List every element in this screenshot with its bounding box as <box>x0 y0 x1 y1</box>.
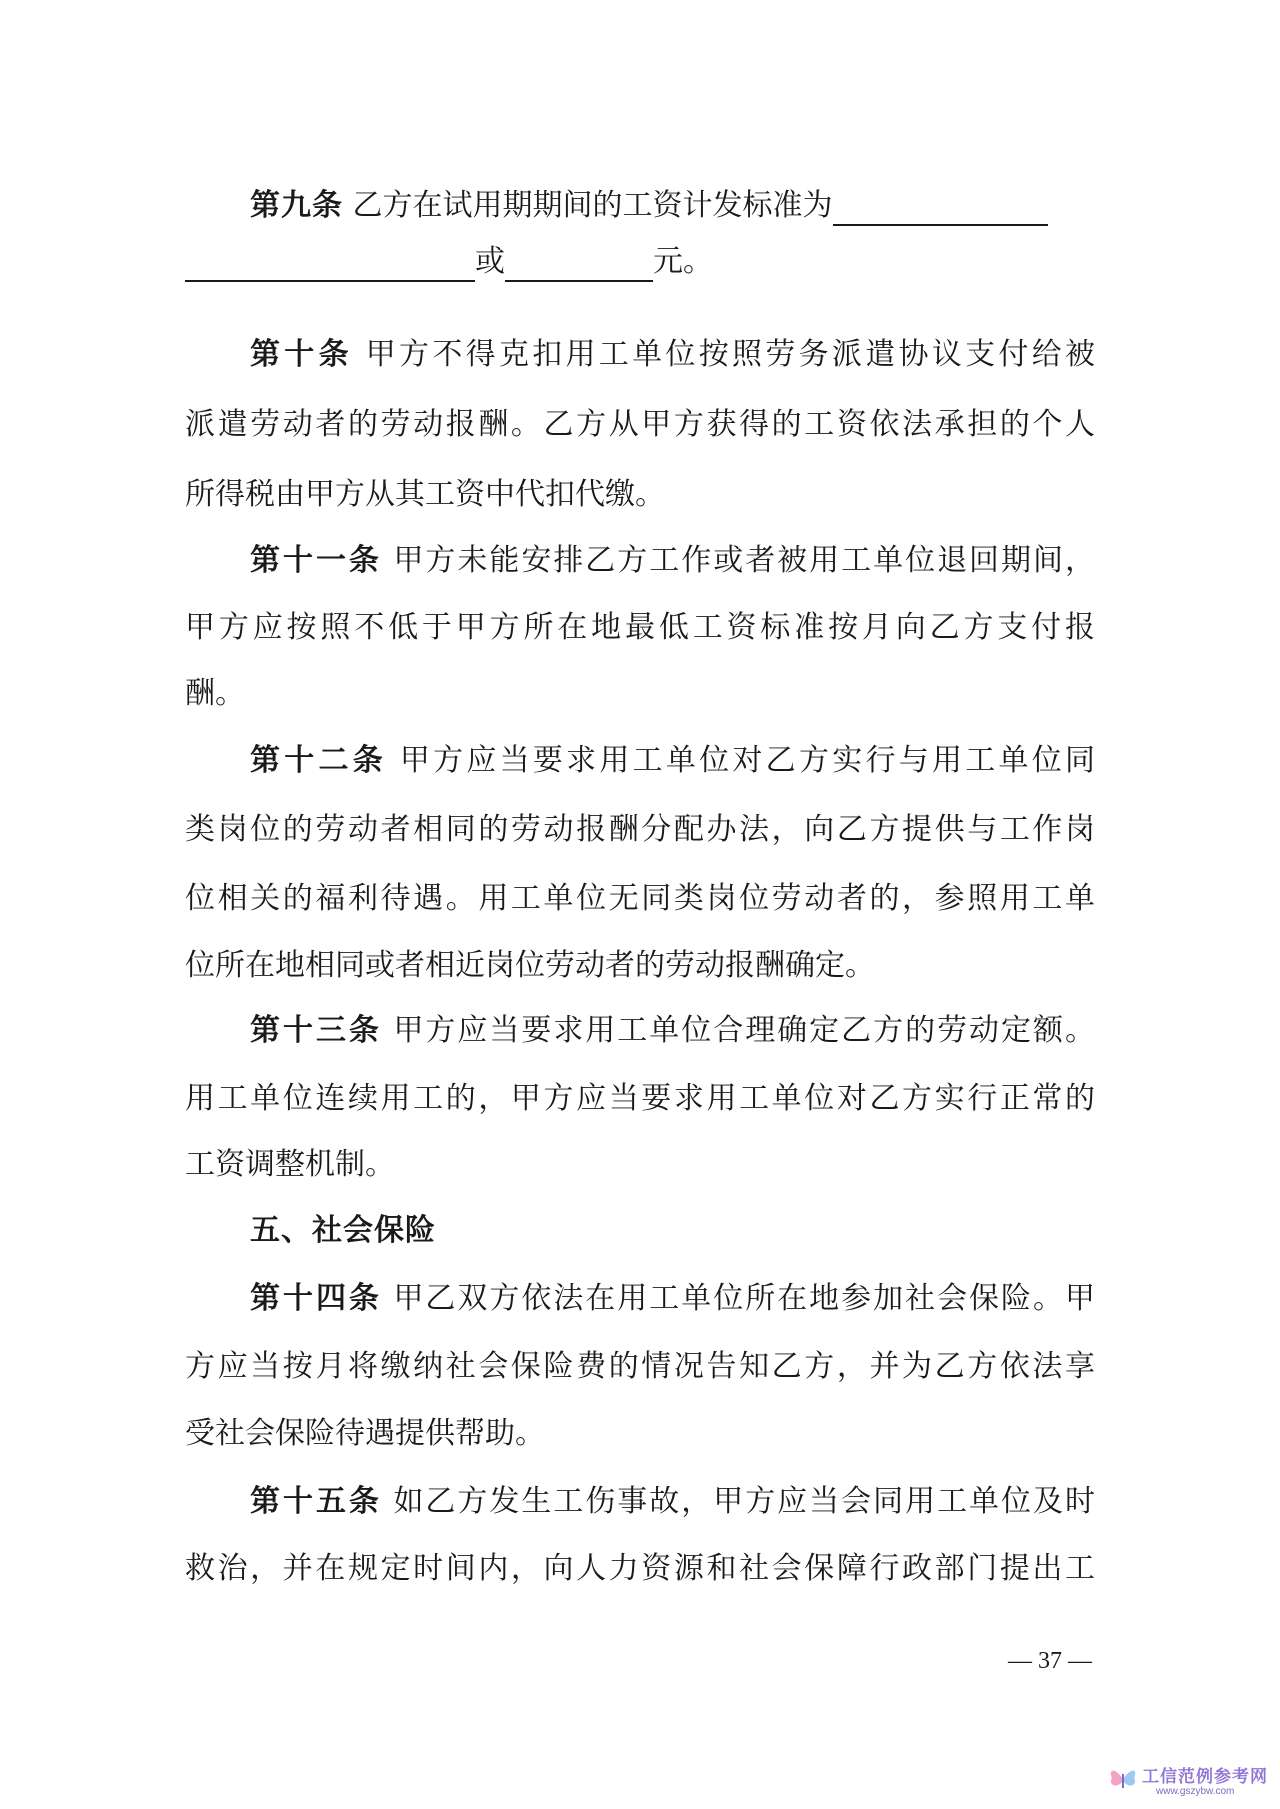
article10-line3: 所得税由甲方从其工资中代扣代缴。 <box>185 477 665 512</box>
article15-line1 <box>250 1482 1095 1522</box>
article13-line2: 用工单位连续用工的，甲方应当要求用工单位对乙方实行正常的 <box>185 1081 1095 1116</box>
article13-text1: 甲方应当要求用工单位合理确定乙方的劳动定额。 <box>393 1013 1095 1048</box>
page-number: — 37 — <box>1008 1648 1092 1674</box>
article11-title: 第十一条 <box>250 543 382 578</box>
article9-blank-1 <box>833 194 1048 226</box>
article12-line1 <box>250 741 1095 781</box>
article9-text: 乙方在试用期期间的工资计发标准为 <box>352 188 833 223</box>
watermark <box>1108 1760 1278 1804</box>
article10-line1 <box>250 335 1095 375</box>
article12-line4: 位所在地相同或者相近岗位劳动者的劳动报酬确定。 <box>185 948 875 983</box>
article10-title: 第十条 <box>250 337 353 372</box>
article10-text1: 甲方不得克扣用工单位按照劳务派遣协议支付给被 <box>365 337 1096 372</box>
article14-title: 第十四条 <box>250 1281 382 1316</box>
article14-text1: 甲乙双方依法在用工单位所在地参加社会保险。甲 <box>393 1281 1095 1316</box>
article15-text1: 如乙方发生工伤事故，甲方应当会同用工单位及时 <box>393 1484 1095 1519</box>
article10-line2: 派遣劳动者的劳动报酬。乙方从甲方获得的工资依法承担的个人 <box>185 407 1095 442</box>
article9-line1 <box>250 186 1095 226</box>
article15-line2: 救治，并在规定时间内，向人力资源和社会保障行政部门提出工 <box>185 1551 1095 1586</box>
article14-line3: 受社会保险待遇提供帮助。 <box>185 1416 545 1451</box>
article11-text1: 甲方未能安排乙方工作或者被用工单位退回期间， <box>393 543 1095 578</box>
section-heading-social-insurance: 五、社会保险 <box>250 1213 436 1248</box>
article9-title: 第九条 <box>250 188 343 223</box>
article12-title: 第十二条 <box>250 743 388 778</box>
article15-title: 第十五条 <box>250 1484 382 1519</box>
article9-blank-3 <box>505 250 653 282</box>
article9-blank-2 <box>185 250 475 282</box>
article9-or: 或 <box>475 244 505 279</box>
butterfly-logo-icon <box>1108 1762 1138 1796</box>
article11-line3: 酬。 <box>185 676 245 711</box>
watermark-name: 工信范例参考网 <box>1142 1767 1268 1787</box>
watermark-url: www.gszybw.com <box>1156 1786 1235 1797</box>
article11-line2: 甲方应按照不低于甲方所在地最低工资标准按月向乙方支付报 <box>185 610 1095 645</box>
article12-line2: 类岗位的劳动者相同的劳动报酬分配办法，向乙方提供与工作岗 <box>185 812 1095 847</box>
article14-line1 <box>250 1279 1095 1319</box>
article13-line3: 工资调整机制。 <box>185 1147 395 1182</box>
article12-text1: 甲方应当要求用工单位对乙方实行与用工单位同 <box>399 743 1096 778</box>
article13-line1 <box>250 1011 1095 1051</box>
article11-line1 <box>250 541 1095 581</box>
article13-title: 第十三条 <box>250 1013 382 1048</box>
article12-line3: 位相关的福利待遇。用工单位无同类岗位劳动者的，参照用工单 <box>185 881 1095 916</box>
article14-line2: 方应当按月将缴纳社会保险费的情况告知乙方，并为乙方依法享 <box>185 1349 1095 1384</box>
article9-unit: 元。 <box>653 244 713 279</box>
article9-line2 <box>185 242 1095 282</box>
